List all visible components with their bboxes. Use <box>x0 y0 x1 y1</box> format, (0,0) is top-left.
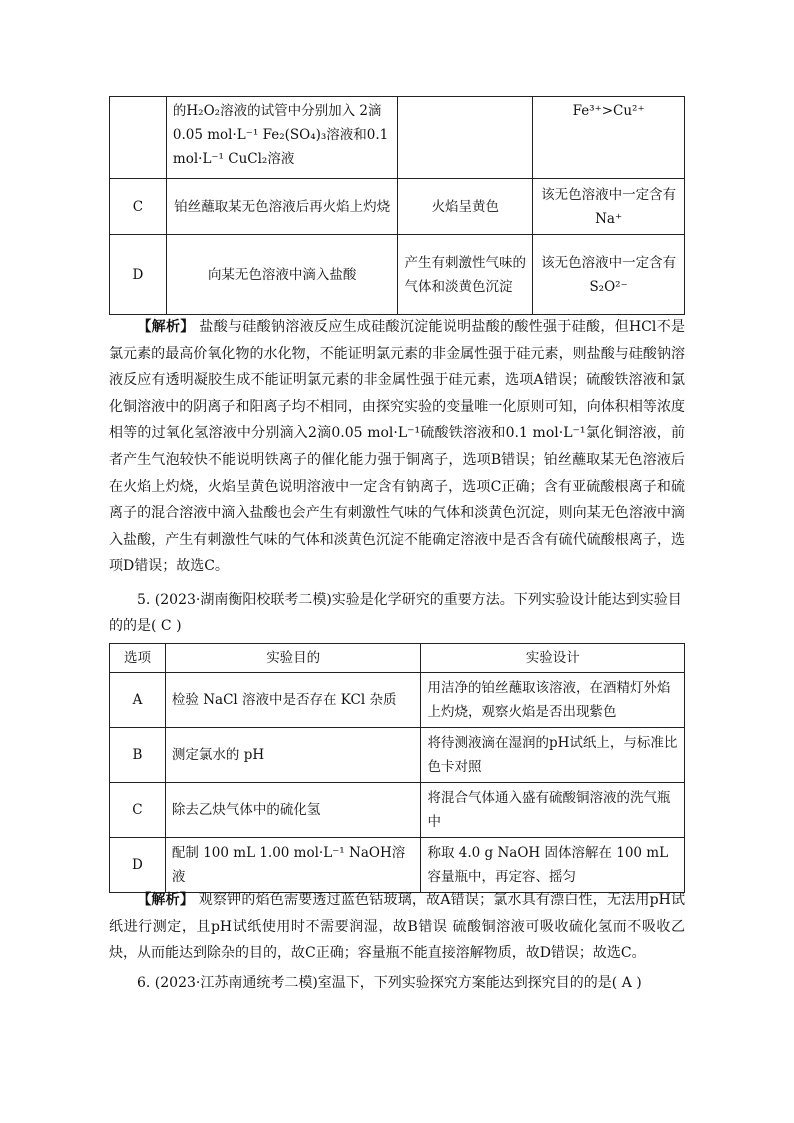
design-cell: 将混合气体通入盛有硫酸铜溶液的洗气瓶中 <box>421 783 685 838</box>
analysis-text: 观察钾的焰色需要透过蓝色钴玻璃，故A错误；氯水具有漂白性，无法用pH试纸进行测定，且pH试纸使用时不需要润湿，故B错误 硫酸铜溶液可吸收硫化氢而不吸收乙炔，从而能达到除杂的目的，故C正确；容量瓶不能直接溶解物质，故D错误；故选C。 <box>109 892 686 962</box>
operation-cell: 向某无色溶液中滴入盐酸 <box>166 235 398 315</box>
analysis-paragraph-2 <box>109 887 685 967</box>
table-row <box>110 179 685 235</box>
design-cell: 用洁净的铂丝蘸取该溶液，在酒精灯外焰上灼烧，观察火焰是否出现紫色 <box>421 673 685 728</box>
analysis-label: 【解析】 <box>137 892 195 908</box>
experiment-design-table <box>109 643 685 893</box>
design-cell: 将待测液滴在湿润的pH试纸上，与标准比色卡对照 <box>421 728 685 783</box>
phenomenon-cell: 火焰呈黄色 <box>398 179 533 235</box>
design-cell: 称取 4.0 g NaOH 固体溶解在 100 mL 容量瓶中，再定容、摇匀 <box>421 838 685 893</box>
table-row <box>110 235 685 315</box>
option-cell: C <box>110 783 166 838</box>
purpose-cell: 配制 100 mL 1.00 mol·L⁻¹ NaOH溶液 <box>165 838 421 893</box>
conclusion-cell: 该无色溶液中一定含有 S₂O²⁻ <box>533 235 685 315</box>
option-cell: C <box>110 179 167 235</box>
analysis-label: 【解析】 <box>137 319 195 335</box>
option-cell: D <box>110 838 166 893</box>
conclusion-cell: 该无色溶液中一定含有Na⁺ <box>533 179 685 235</box>
operation-cell: 的H₂O₂溶液的试管中分别加入 2滴 0.05 mol·L⁻¹ Fe₂(SO₄)₃溶液和0.1 mol·L⁻¹ CuCl₂溶液 <box>166 97 398 179</box>
table-row <box>110 673 685 728</box>
option-cell: D <box>110 235 167 315</box>
table-header-row <box>110 644 685 673</box>
phenomenon-cell: 产生有刺激性气味的气体和淡黄色沉淀 <box>398 235 533 315</box>
question-6: 6. (2023·江苏南通统考二模)室温下，下列实验探究方案能达到探究目的的是( A ) <box>137 975 642 991</box>
conclusion-cell: Fe³⁺>Cu²⁺ <box>533 97 685 179</box>
purpose-cell: 检验 NaCl 溶液中是否存在 KCl 杂质 <box>165 673 421 728</box>
purpose-cell: 除去乙炔气体中的硫化氢 <box>165 783 421 838</box>
option-cell: A <box>110 673 166 728</box>
table-row <box>110 783 685 838</box>
table-row <box>110 728 685 783</box>
analysis-paragraph-1 <box>109 314 685 580</box>
header-purpose: 实验目的 <box>165 644 421 673</box>
table-row <box>110 97 685 179</box>
option-cell: B <box>110 728 166 783</box>
header-option: 选项 <box>110 644 166 673</box>
phenomenon-cell <box>398 97 533 179</box>
table-row <box>110 838 685 893</box>
question-5: 5. (2023·湖南衡阳校联考二模)实验是化学研究的重要方法。下列实验设计能达到实验目的的是( C ) <box>109 592 682 634</box>
purpose-cell: 测定氯水的 pH <box>165 728 421 783</box>
option-cell <box>110 97 167 179</box>
operation-cell: 铂丝蘸取某无色溶液后再火焰上灼烧 <box>166 179 398 235</box>
experiment-table-continued <box>109 96 685 315</box>
analysis-text: 盐酸与硅酸钠溶液反应生成硅酸沉淀能说明盐酸的酸性强于硅酸，但HCl不是氯元素的最高价氧化物的水化物，不能证明氯元素的非金属性强于硅元素，则盐酸与硅酸钠溶液反应有透明凝胶生成不能证明氯元素的非金属性强于硅元素，选项A错误；硫酸铁溶液和氯化铜溶液中的阴离子和阳离子均不相同，由探究实验的变量唯一化原则可知，向体积相等浓度相等的过氧化氢溶液中分别滴入2滴0.05 mol·L⁻¹硫酸铁溶液和0.1 mol·L⁻¹氯化铜溶液，前者产生气泡较快不能说明铁离子的催化能力强于铜离子，选项B错误；铂丝蘸取某无色溶液后在火焰上灼烧，火焰呈黄色说明溶液中一定含有钠离子，选项C正确；含有亚硫酸根离子和硫离子的混合溶液中滴入盐酸也会产生有刺激性气味的气体和淡黄色沉淀，则向某无色溶液中滴入盐酸，产生有刺激性气味的气体和淡黄色沉淀不能确定溶液中是否含有硫代硫酸根离子，选项D错误；故选C。 <box>109 319 686 575</box>
header-design: 实验设计 <box>421 644 685 673</box>
